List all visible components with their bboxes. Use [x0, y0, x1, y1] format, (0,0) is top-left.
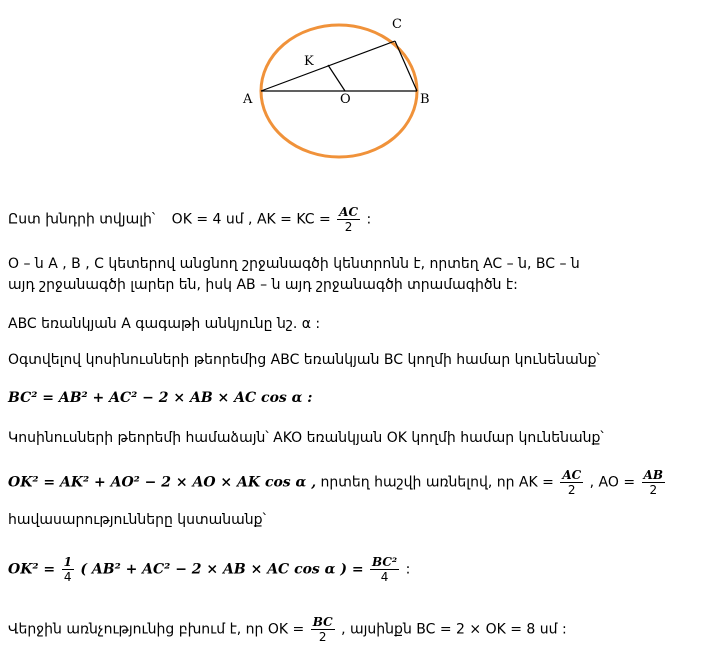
- line-ok-formula: OK² = AK² + AO² − 2 × AO × AK cos α , որտեղ հաշվի առնելով, որ AK = $\frac{AC}{2}$ , AO = $\frac{AB}{2}$: [8, 468, 663, 497]
- fraction-ab-2: $\frac{AB}{2}$: [643, 468, 663, 497]
- fraction-bc-2: $\frac{BC}{2}$: [312, 615, 333, 644]
- label-A: A: [243, 92, 253, 107]
- formula-bc: BC² = AB² + AC² − 2 × AB × AC cos α :: [8, 390, 313, 406]
- line-angle: ABC եռանկյան A գագաթի անկյունը նշ. α :: [8, 316, 321, 332]
- fraction-ac-2: $\frac{AC}{2}$: [339, 205, 359, 234]
- segment-BC: [395, 41, 417, 91]
- line-chords: այդ շրջանագծի լարեր են, իսկ AB – ն այդ շրջանագծի տրամագիծն է:: [8, 277, 518, 293]
- line-conclusion: Վերջին առնչությունից բխում է, որ OK = $\frac{BC}{2}$ , այսինքն BC = 2 × OK = 8 սմ :: [8, 615, 567, 644]
- line-ok-result: OK² = $\frac{1}{4}$ ( AB² + AC² − 2 × AB × AC cos α ) = $\frac{\text{BC²}}{4}$ :: [8, 555, 411, 584]
- line-center: O – ն A , B , C կետերով անցնող շրջանագծի կենտրոնն է, որտեղ AC – ն, BC – ն: [8, 256, 580, 272]
- label-B: B: [420, 92, 430, 107]
- fraction-1-4: $\frac{1}{4}$: [63, 555, 72, 584]
- label-K: K: [304, 54, 314, 69]
- label-O: O: [340, 92, 351, 107]
- segment-OK: [328, 65, 345, 91]
- fraction-ac-2b: $\frac{AC}{2}$: [562, 468, 582, 497]
- line-cosine-theorem: Օգտվելով կոսինուսների թեորեմից ABC եռանկյան BC կողմի համար կունենանք՝: [8, 352, 600, 368]
- fraction-bc2-4: $\frac{\text{BC²}}{4}$: [372, 555, 398, 584]
- label-C: C: [392, 17, 402, 32]
- geometry-figure: [0, 0, 704, 175]
- line-given: Ըստ խնդրի տվյալի՝ OK = 4 սմ , AK = KC = $\frac{AC}{2}$ :: [8, 205, 372, 234]
- line-ako: Կոսինուսների թեորեմի համաձայն՝ AKO եռանկյան OK կողմի համար կունենանք՝: [8, 430, 604, 446]
- line-equalities: հավասարությունները կստանանք՝: [8, 512, 266, 528]
